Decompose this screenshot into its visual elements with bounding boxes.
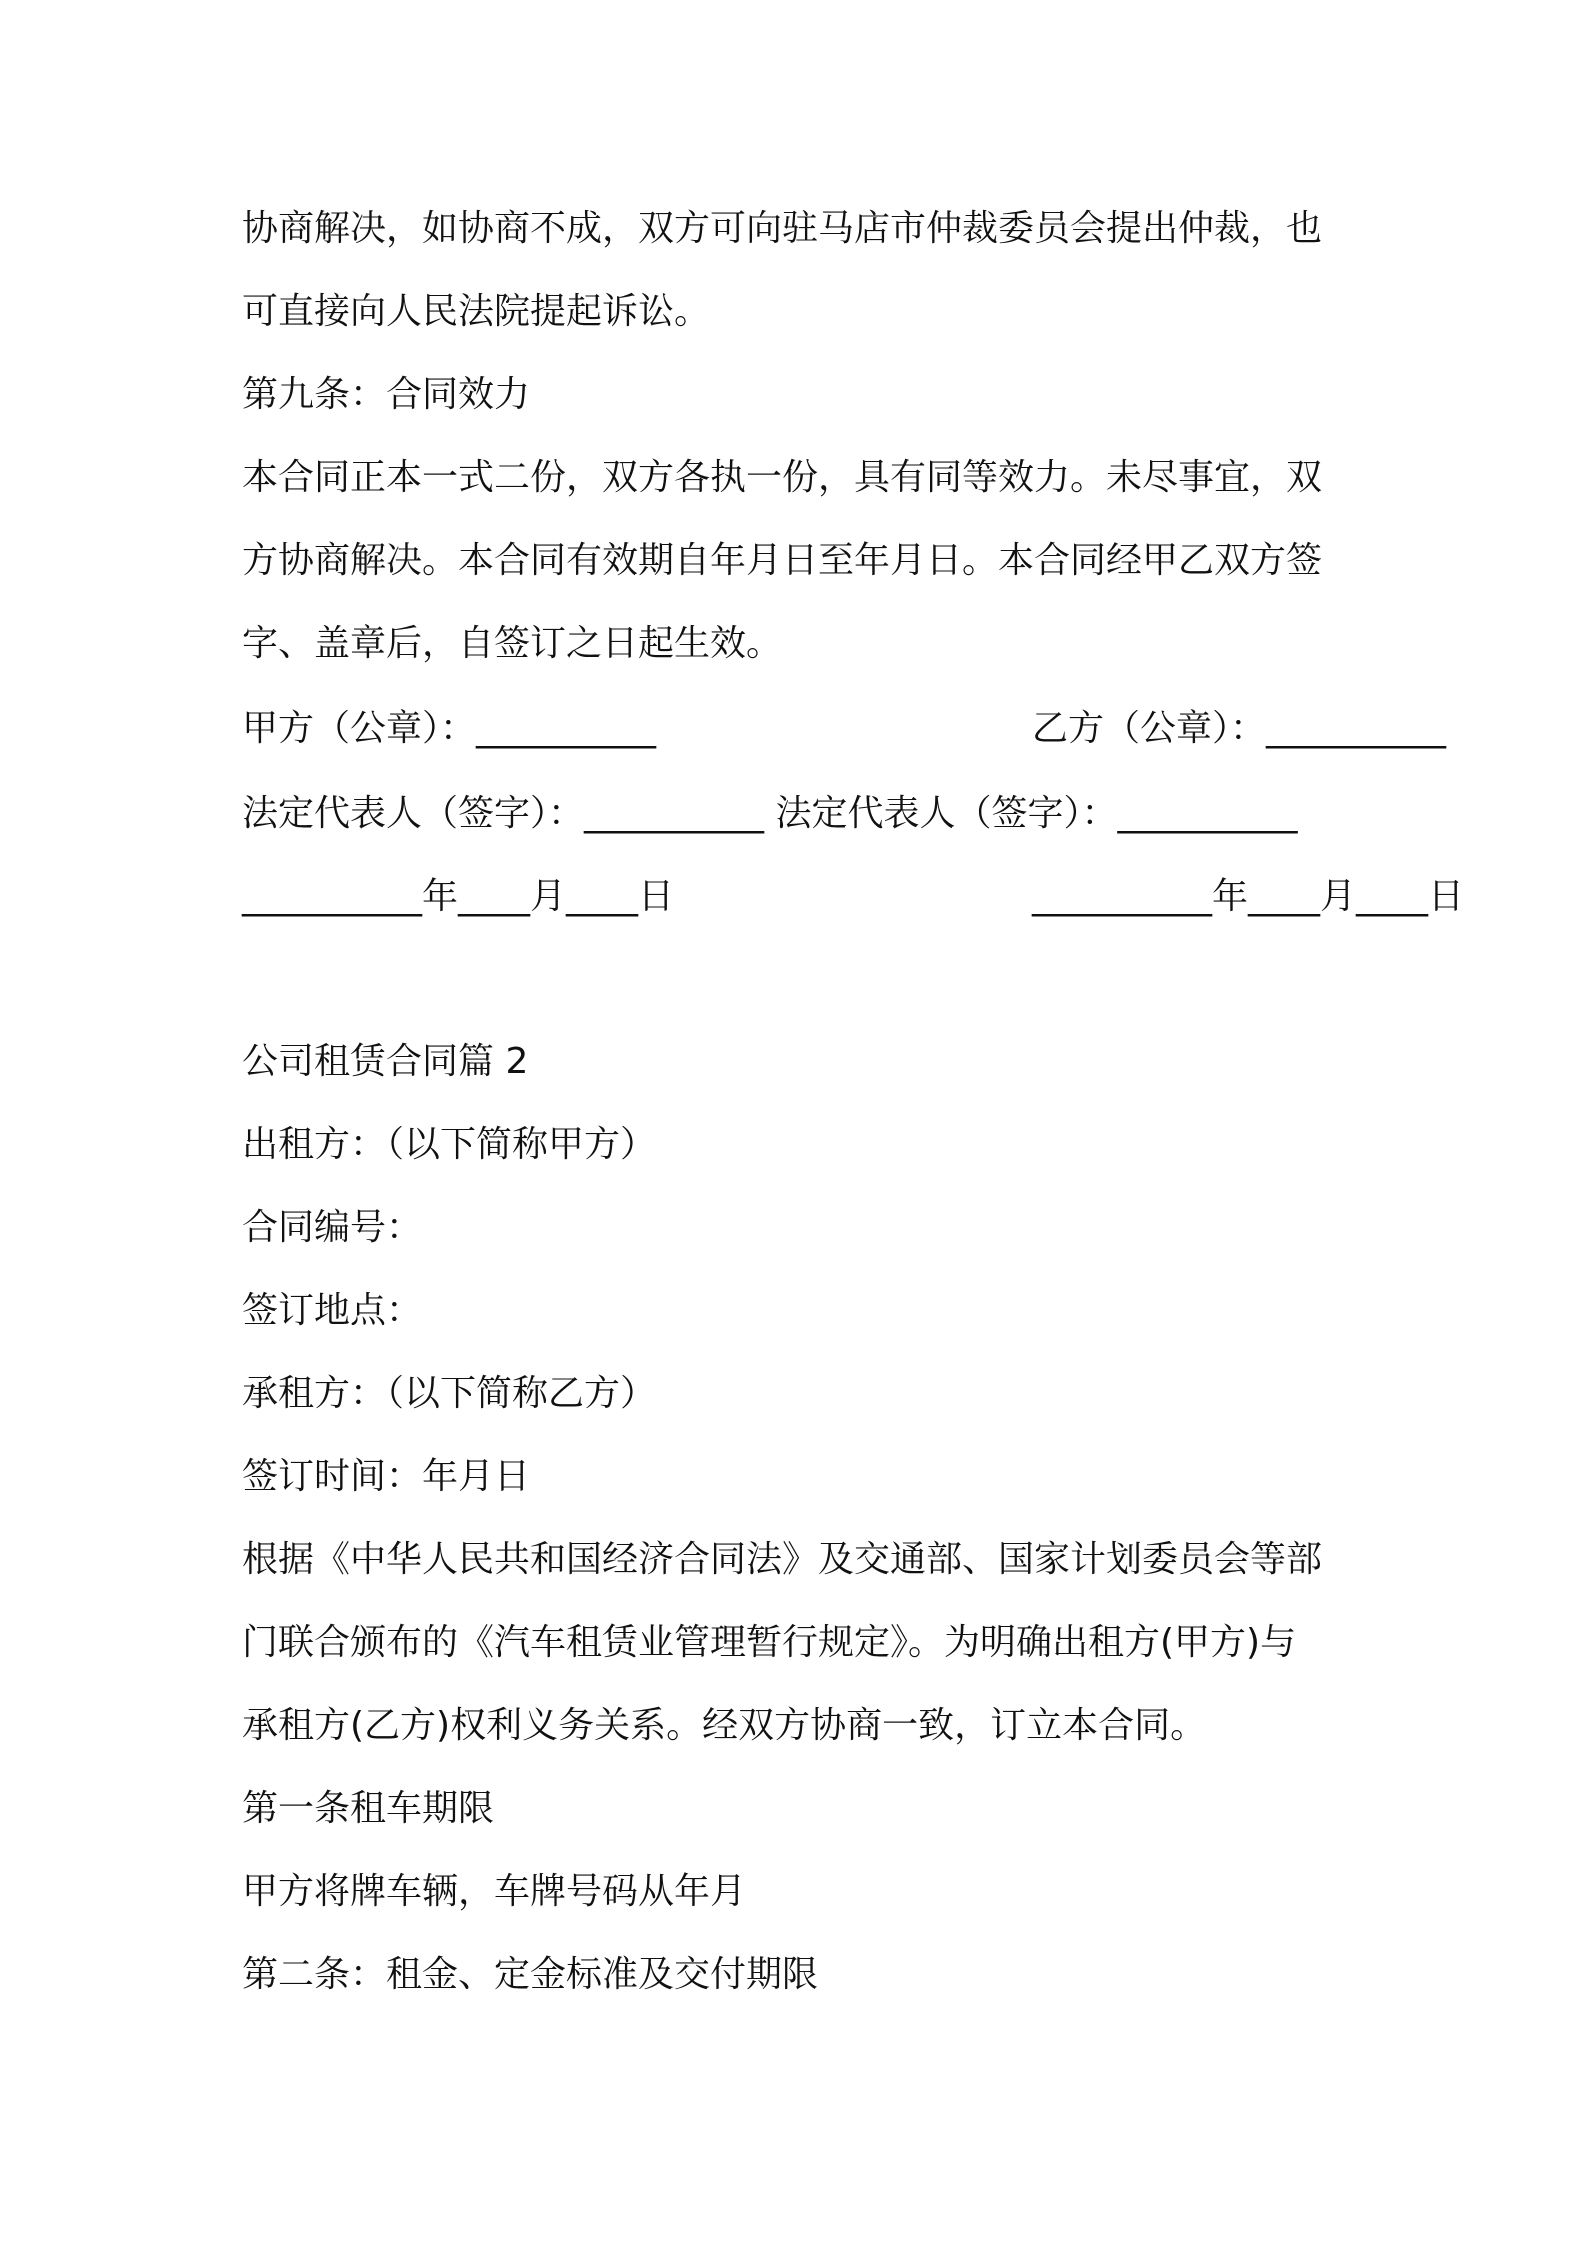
dispute-clause-line-2: 可直接向人民法院提起诉讼。 — [242, 291, 711, 332]
article-1-line-1: 甲方将牌车辆，车牌号码从年月 — [242, 1871, 747, 1912]
party-a-seal: 甲方（公章）：__________ — [242, 708, 657, 749]
seal-row — [242, 707, 1447, 751]
sign-time-line: 签订时间：年月日 — [242, 1456, 531, 1497]
article-9-title: 第九条：合同效力 — [242, 374, 531, 415]
representative-row — [242, 792, 1297, 836]
intro-line-2: 门联合颁布的《汽车租赁业管理暂行规定》。为明确出租方(甲方)与 — [242, 1622, 1297, 1663]
party-a-date: __________年____月____日 — [242, 876, 674, 917]
article-9-line-2: 方协商解决。本合同有效期自年月日至年月日。本合同经甲乙双方签 — [242, 540, 1323, 581]
contract-number-line: 合同编号： — [242, 1207, 423, 1248]
article-2-title: 第二条：租金、定金标准及交付期限 — [242, 1954, 819, 1995]
sign-place-line: 签订地点： — [242, 1290, 423, 1331]
party-a-representative: 法定代表人（签字）：__________ — [242, 793, 765, 834]
dispute-clause-line-1: 协商解决，如协商不成，双方可向驻马店市仲裁委员会提出仲裁，也 — [242, 208, 1323, 249]
intro-line-3: 承租方(乙方)权利义务关系。经双方协商一致，订立本合同。 — [242, 1705, 1207, 1746]
article-9-line-3: 字、盖章后，自签订之日起生效。 — [242, 623, 783, 664]
date-row — [242, 875, 1464, 919]
lessor-line: 出租方：（以下简称甲方） — [242, 1124, 657, 1165]
article-1-title: 第一条租车期限 — [242, 1788, 495, 1829]
party-b-date: __________年____月____日 — [1032, 876, 1464, 917]
article-9-line-1: 本合同正本一式二份，双方各执一份，具有同等效力。未尽事宜，双 — [242, 457, 1323, 498]
lessee-line: 承租方：（以下简称乙方） — [242, 1373, 657, 1414]
party-b-representative: 法定代表人（签字）：__________ — [775, 793, 1298, 834]
section-2-title: 公司租赁合同篇 2 — [242, 1041, 529, 1082]
party-b-seal: 乙方（公章）：__________ — [1032, 708, 1447, 749]
intro-line-1: 根据《中华人民共和国经济合同法》及交通部、国家计划委员会等部 — [242, 1539, 1323, 1580]
